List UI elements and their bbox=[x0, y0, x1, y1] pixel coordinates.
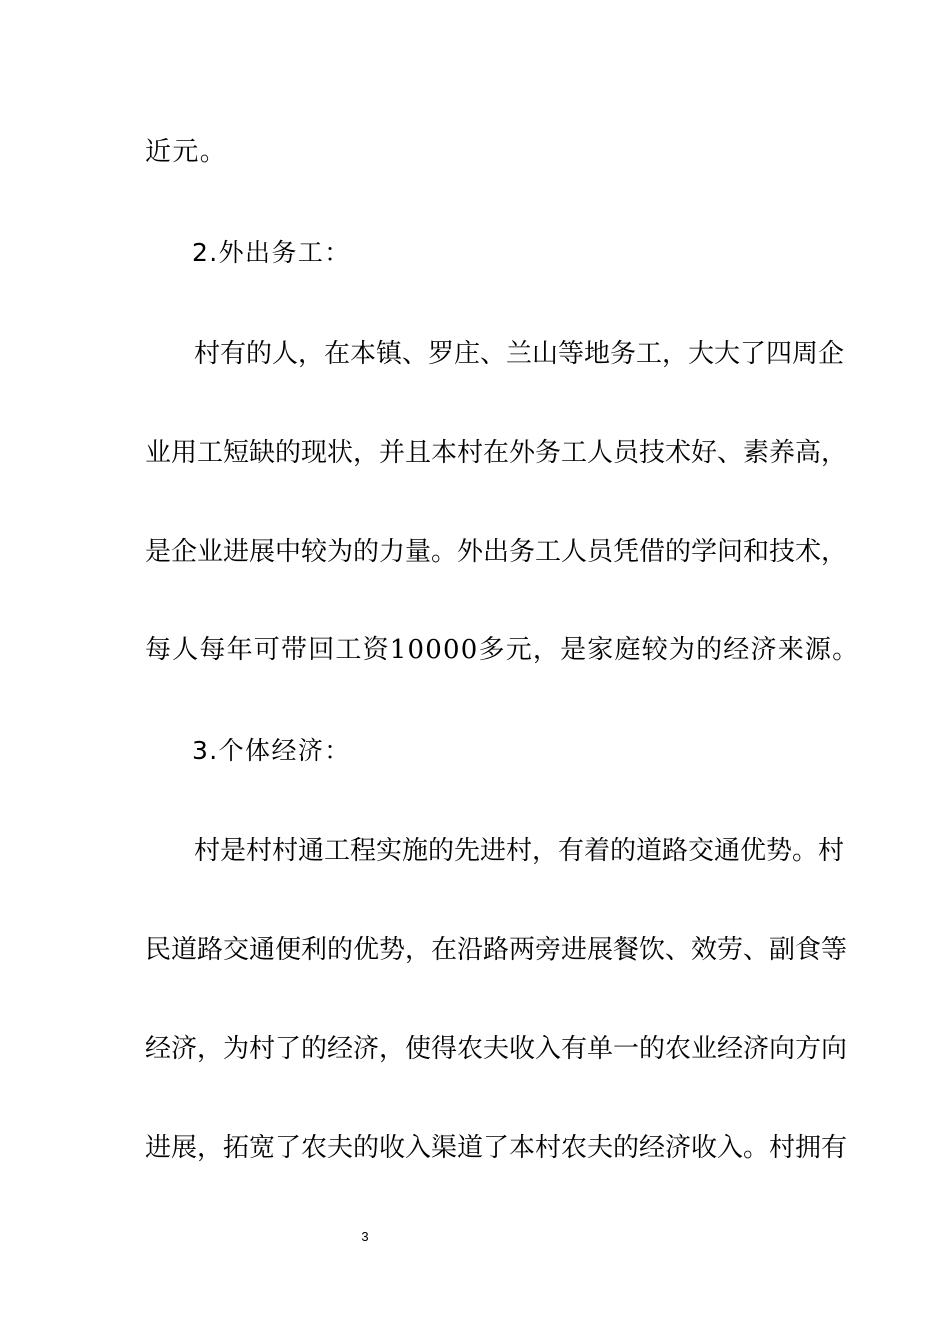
text-line-10: 经济，为村了的经济，使得农夫收入有单一的农业经济向方向 bbox=[145, 1034, 848, 1064]
section-heading-2: 2.外出务工： bbox=[192, 238, 351, 267]
text-line-1: 近元。 bbox=[145, 137, 228, 167]
text-line-3: 村有的人，在本镇、罗庄、兰山等地务工，大大了四周企 bbox=[194, 339, 845, 369]
text-line-6: 每人每年可带回工资10000多元，是家庭较为的经济来源。 bbox=[145, 635, 860, 665]
page-number: 3 bbox=[361, 1229, 369, 1244]
text-line-4: 业用工短缺的现状，并且本村在外务工人员技术好、素养高， bbox=[145, 438, 848, 468]
text-line-8: 村是村村通工程实施的先进村，有着的道路交通优势。村 bbox=[194, 836, 845, 866]
text-line-11: 进展，拓宽了农夫的收入渠道了本村农夫的经济收入。村拥有 bbox=[145, 1133, 848, 1163]
text-line-9: 民道路交通便利的优势，在沿路两旁进展餐饮、效劳、副食等 bbox=[145, 935, 848, 965]
section-heading-3: 3.个体经济： bbox=[192, 736, 351, 765]
text-line-5: 是企业进展中较为的力量。外出务工人员凭借的学问和技术， bbox=[145, 537, 848, 567]
